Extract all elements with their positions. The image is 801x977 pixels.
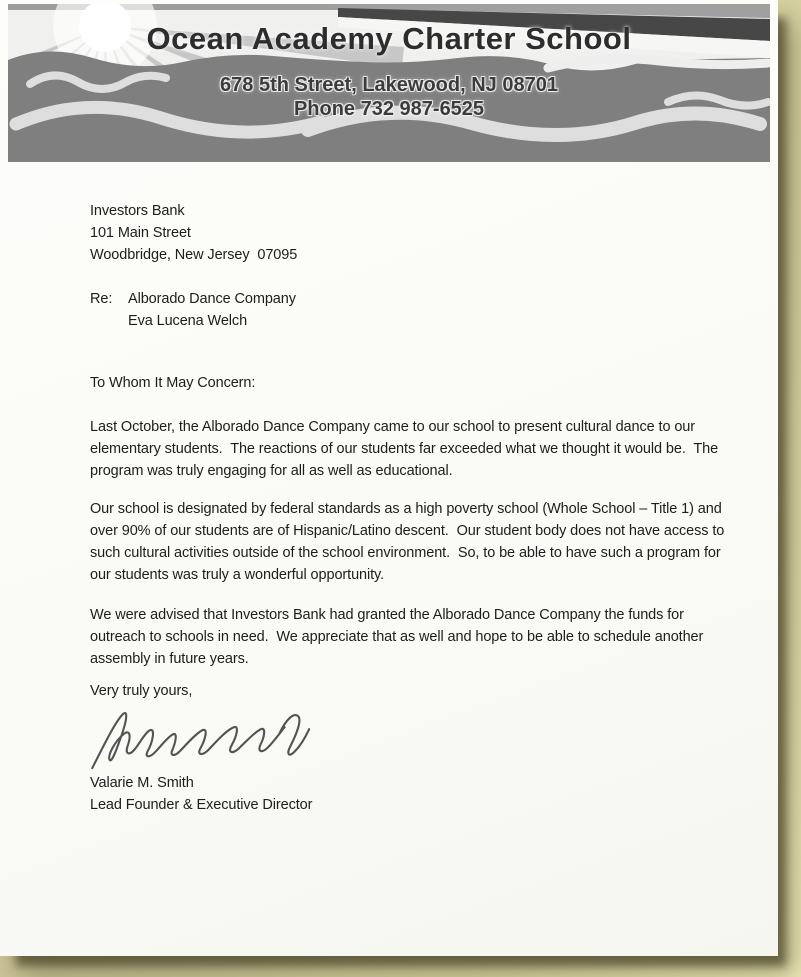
- school-address: 678 5th Street, Lakewood, NJ 08701: [220, 74, 558, 96]
- recipient-line: Woodbridge, New Jersey 07095: [90, 247, 298, 263]
- letterhead-banner: [8, 4, 770, 162]
- re-label: Re:: [90, 291, 113, 307]
- letter-body: [90, 200, 735, 816]
- school-name: Ocean Academy Charter School: [146, 21, 632, 56]
- closing-line: Very truly yours,: [90, 683, 193, 699]
- re-contact: Eva Lucena Welch: [128, 313, 248, 329]
- recipient-line: 101 Main Street: [90, 225, 191, 241]
- re-block: [90, 288, 735, 332]
- paragraph-2: Our school is designated by federal standards as a high poverty school (Whole School – Title 1) and over 90% of our students are of Hispanic/Latino descent. Our student body does not have access to such cultural activities outside of the school environment. So, to be able to have such a program for our students was truly a wonderful opportunity.: [90, 501, 729, 583]
- signer-name: Valarie M. Smith: [90, 775, 194, 791]
- school-phone: Phone 732 987-6525: [293, 98, 485, 120]
- re-subject: Alborado Dance Company: [128, 291, 296, 307]
- recipient-address: [90, 200, 735, 266]
- signer-title: Lead Founder & Executive Director: [90, 797, 313, 813]
- handwritten-signature: [83, 701, 317, 777]
- paragraph-3: We were advised that Investors Bank had granted the Alborado Dance Company the funds for outreach to schools in need. We appreciate that as well and hope to be able to schedule another assembly in future years.: [90, 607, 708, 667]
- recipient-line: Investors Bank: [90, 203, 185, 219]
- signature-ink: [83, 701, 317, 777]
- re-lines: [128, 288, 296, 332]
- paragraph-1: Last October, the Alborado Dance Company came to our school to present cultural dance to our elementary students. The reactions of our students far exceeded what we thought it would be. The program was truly engaging for all as well as educational.: [90, 419, 722, 479]
- salutation: To Whom It May Concern:: [90, 375, 256, 391]
